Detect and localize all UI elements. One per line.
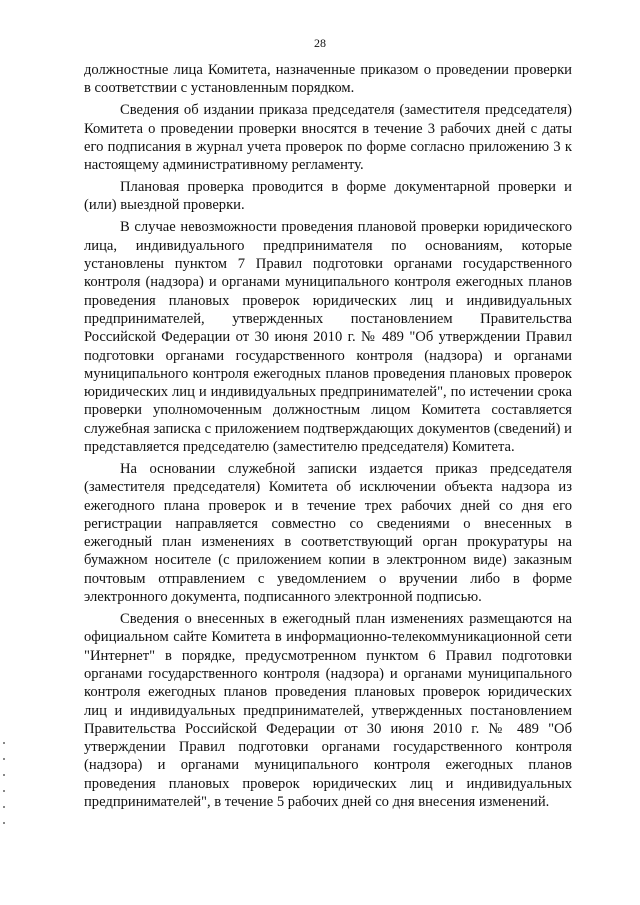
paragraph-continuation: должностные лица Комитета, назначенные приказом о проведении проверки в соответствии с установленным порядком. (84, 62, 572, 97)
scan-mark (3, 758, 5, 760)
scan-mark (3, 742, 5, 744)
paragraph: Плановая проверка проводится в форме документарной проверки и (или) выездной проверки. (84, 179, 572, 214)
paragraph: На основании служебной записки издается приказ председателя (заместителя председателя) Комитета об исключении объекта надзора из ежегодного плана проверок и в течение трех рабочих дней со дня его регистрации направляется совместно со сведениями о внесенных в ежегодный план изменениях в соответствующий орган прокуратуры на бумажном носителе (с приложением копии в электронном виде) заказным почтовым отправлением с уведомлением о вручении либо в форме электронного документа, подписанного электронной подписью. (84, 460, 572, 606)
body-text (84, 61, 572, 815)
scan-margin-marks (3, 742, 6, 842)
scan-mark (3, 806, 5, 808)
paragraph: В случае невозможности проведения плановой проверки юридического лица, индивидуального предпринимателя по основаниям, которые установлены пунктом 7 Правил подготовки органами государственного контроля (надзора) и органами муниципального контроля ежегодных планов проведения плановых проверок юридических лиц и индивидуальных предпринимателей, утвержденных постановлением Правительства Российской Федерации от 30 июня 2010 г. № 489 "Об утверждении Правил подготовки органами государственного контроля (надзора) и органами муниципального контроля ежегодных планов проведения плановых проверок юридических лиц и индивидуальных предпринимателей", по истечении срока проверки уполномоченным должностным лицом Комитета составляется служебная записка с приложением подтверждающих документов (сведений) и представляется председателю (заместителю председателя) Комитета. (84, 219, 572, 455)
scan-mark (3, 790, 5, 792)
paragraph: Сведения об издании приказа председателя (заместителя председателя) Комитета о проведении проверки вносятся в течение 3 рабочих дней с даты его подписания в журнал учета проверок по форме согласно приложению 3 к настоящему административному регламенту. (84, 102, 572, 174)
paragraph: Сведения о внесенных в ежегодный план изменениях размещаются на официальном сайте Комитета в информационно-телекоммуникационной сети "Интернет" в порядке, предусмотренном пунктом 6 Правил подготовки органами государственного контроля (надзора) и органами муниципального контроля ежегодных планов проведения плановых проверок юридических лиц и индивидуальных предпринимателей, утвержденных постановлением Правительства Российской Федерации от 30 июня 2010 г. № 489 "Об утверждении Правил подготовки органами государственного контроля (надзора) и органами муниципального контроля ежегодных планов проведения плановых проверок юридических лиц и индивидуальных предпринимателей", в течение 5 рабочих дней со дня внесения изменений. (84, 611, 572, 811)
page-number: 28 (314, 36, 326, 50)
scan-mark (3, 822, 5, 824)
scan-mark (3, 774, 5, 776)
